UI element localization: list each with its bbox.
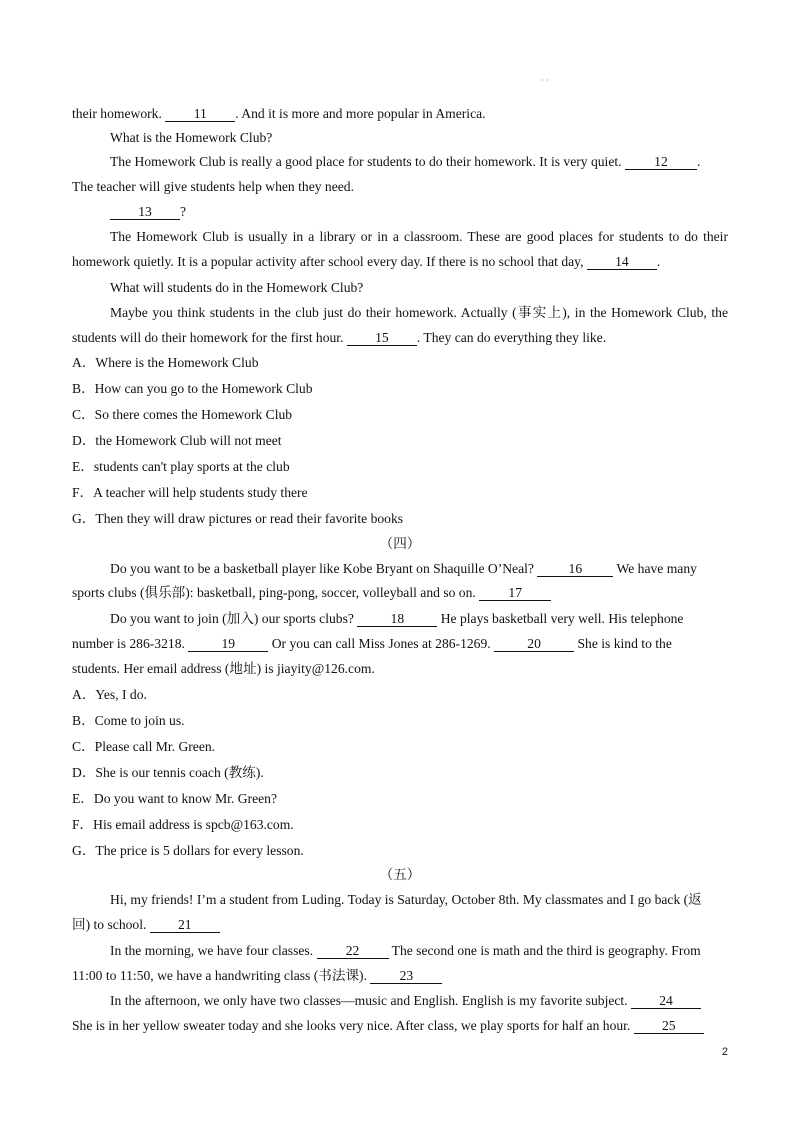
blank-16: 16: [537, 562, 613, 577]
passage3-line4: 11:00 to 11:50, we have a handwriting class (书法课). 23: [72, 967, 728, 985]
blank-18: 18: [357, 612, 437, 627]
passage1-line6: The Homework Club is usually in a library or in a classroom. These are good places for students to do their: [110, 229, 728, 244]
passage1-line4: The teacher will give students help when they need.: [72, 179, 354, 194]
blank-17: 17: [479, 586, 551, 601]
passage3-line2: 回) to school. 21: [72, 916, 728, 934]
option-g: G．Then they will draw pictures or read their favorite books: [72, 511, 404, 526]
passage1-line5: 13 ?: [110, 203, 728, 221]
passage1-line7: homework quietly. It is a popular activity after school every day. If there is no school that day, 14 .: [72, 254, 661, 269]
option-e: E．students can't play sports at the club: [72, 459, 290, 474]
option2-a: A．Yes, I do.: [72, 687, 147, 702]
option2-b: B．Come to join us.: [72, 713, 185, 728]
section-heading-5: （五）: [379, 867, 421, 882]
passage1-line9: Maybe you think students in the club just do their homework. Actually (事实上), in the Homework Club, the: [110, 305, 728, 320]
blank-24: 24: [631, 994, 701, 1009]
scan-dots: · ·: [541, 76, 549, 85]
option2-e: E．Do you want to know Mr. Green?: [72, 791, 278, 806]
blank-12: 12: [625, 155, 697, 170]
passage1-line1: their homework. 11 . And it is more and more popular in America.: [72, 106, 486, 121]
option-b: B．How can you go to the Homework Club: [72, 381, 313, 396]
passage2-line1: Do you want to be a basketball player like Kobe Bryant on Shaquille O’Neal? 16 We have many: [110, 561, 697, 576]
blank-14: 14: [587, 255, 657, 270]
option-c: C．So there comes the Homework Club: [72, 407, 293, 422]
passage3-line3: In the morning, we have four classes. 22 The second one is math and the third is geography. From: [110, 943, 701, 958]
passage2-line5: students. Her email address (地址) is jiayity@126.com.: [72, 661, 375, 676]
passage1-question1: What is the Homework Club?: [110, 130, 273, 145]
passage1-line10: students will do their homework for the first hour. 15 . They can do everything they like.: [72, 330, 607, 345]
passage2-line2: sports clubs (俱乐部): basketball, ping-pong, soccer, volleyball and so on. 17: [72, 584, 728, 602]
blank-23: 23: [370, 969, 442, 984]
blank-19: 19: [188, 637, 268, 652]
passage2-line4: number is 286-3218. 19 Or you can call Miss Jones at 286-1269. 20 She is kind to the: [72, 636, 672, 651]
option2-d: D．She is our tennis coach (教练).: [72, 765, 264, 780]
passage2-line3: Do you want to join (加入) our sports clubs? 18 He plays basketball very well. His telephone: [110, 611, 684, 626]
blank-25: 25: [634, 1019, 704, 1034]
option-f: F．A teacher will help students study there: [72, 485, 308, 500]
blank-15: 15: [347, 331, 417, 346]
blank-21: 21: [150, 918, 220, 933]
passage1-line3: The Homework Club is really a good place for students to do their homework. It is very quiet. 12 .: [110, 154, 701, 169]
blank-13: 13: [110, 205, 180, 220]
option-d: D．the Homework Club will not meet: [72, 433, 282, 448]
option2-c: C．Please call Mr. Green.: [72, 739, 216, 754]
passage1-question2: What will students do in the Homework Club?: [110, 280, 364, 295]
section-heading-4: （四）: [379, 536, 421, 551]
page-number: 2: [721, 1046, 728, 1058]
passage3-line5: In the afternoon, we only have two classes—music and English. English is my favorite subject. 24: [110, 992, 728, 1010]
passage3-line1: Hi, my friends! I’m a student from Luding. Today is Saturday, October 8th. My classmates and I go back (返: [110, 892, 702, 907]
passage3-line6: She is in her yellow sweater today and she looks very nice. After class, we play sports for half an hour. 25: [72, 1017, 752, 1035]
blank-11: 11: [165, 107, 235, 122]
option-a: A．Where is the Homework Club: [72, 355, 259, 370]
option2-f: F．His email address is spcb@163.com.: [72, 817, 294, 832]
blank-22: 22: [317, 944, 389, 959]
blank-20: 20: [494, 637, 574, 652]
option2-g: G．The price is 5 dollars for every lesson.: [72, 843, 304, 858]
